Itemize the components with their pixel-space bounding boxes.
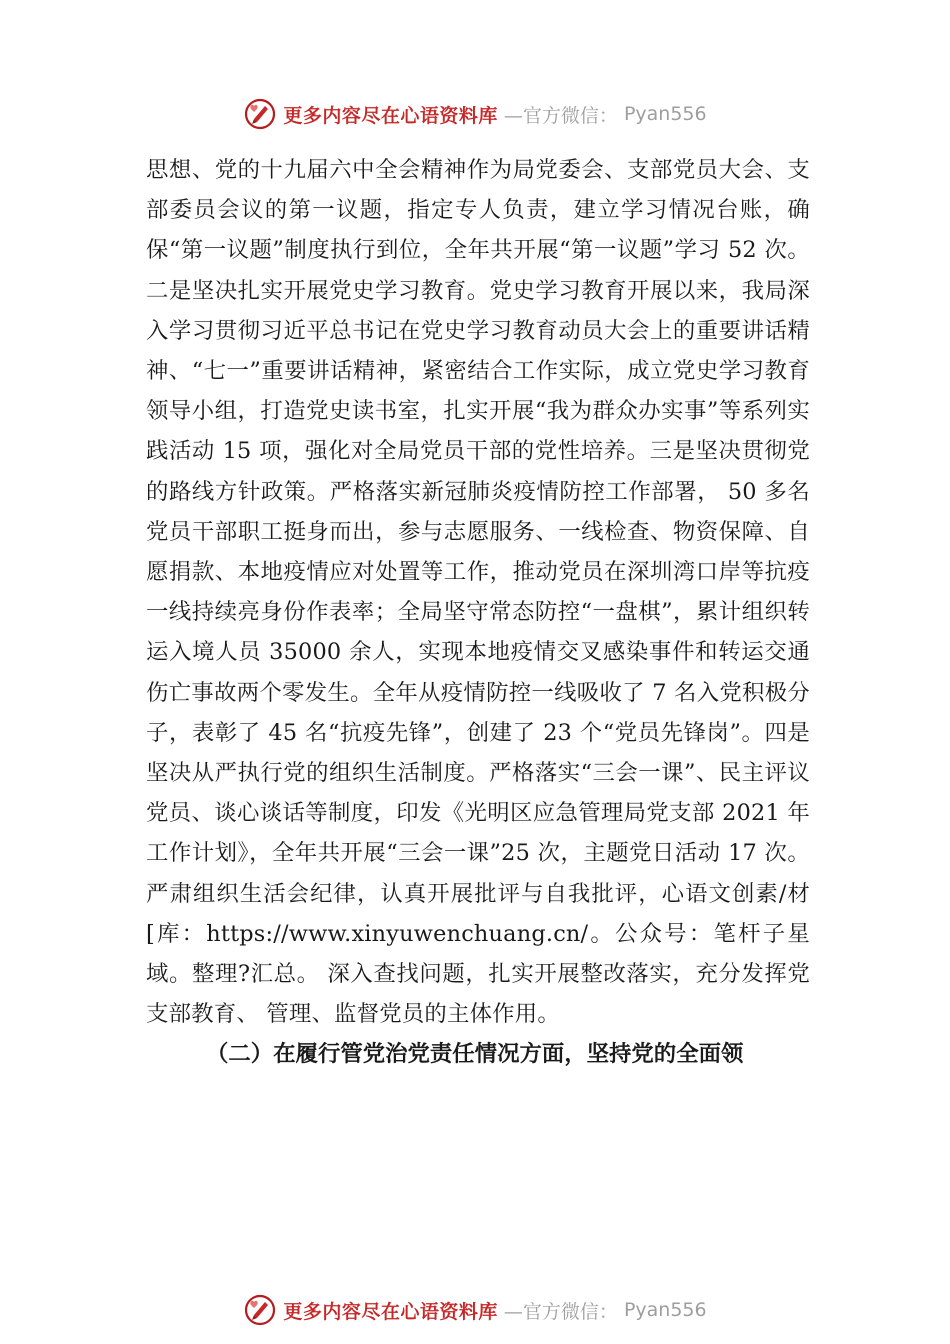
watermark-wechat-label: —官方微信： [503, 104, 618, 127]
body-paragraph: 思想、党的十九届六中全会精神作为局党委会、支部党员大会、支部委员会议的第一议题，指定专人负责，建立学习情况台账，确保“第一议题”制度执行到位，全年共开展“第一议题”学习 52 次。二是坚决扎实开展党史学习教育。党史学习教育开展以来，我局深入学习贯彻习近平总书记在党史学习教育动员大会上的重要讲话精神、“七一”重要讲话精神，紧密结合工作实际，成立党史学习教育领导小组，打造党史读书室，扎实开展“我为群众办实事”等系列实践活动 15 项，强化对全局党员干部的党性培养。三是坚决贯彻党的路线方针政策。严格落实新冠肺炎疫情防控工作部署， 50 多名党员干部职工挺身而出，参与志愿服务、一线检查、物资保障、自愿捐款、本地疫情应对处置等工作，推动党员在深圳湾口岸等抗疫一线持续亮身份作表率；全局坚守常态防控“一盘棋”，累计组织转运入境人员 35000 余人，实现本地疫情交叉感染事件和转运交通伤亡事故两个零发生。全年从疫情防控一线吸收了 7 名入党积极分子，表彰了 45 名“抗疫先锋”，创建了 23 个“党员先锋岗”。四是坚决从严执行党的组织生活制度。严格落实“三会一课”、民主评议党员、谈心谈话等制度，印发《光明区应急管理局党支部 2021 年工作计划》，全年共开展“三会一课”25 次，主题党日活动 17 次。严肃组织生活会纪律，认真开展批评与自我批评，心语文创素/材[库：https://www.xinyuwenchuang.cn/。公众号：笔杆子星域。整理?汇总。 深入查找问题，扎实开展整改落实，充分发挥党支部教育、 管理、监督党员的主体作用。 [146, 157, 810, 1028]
watermark-brand: 更多内容尽在心语资料库 [283, 104, 498, 127]
section-heading: （二）在履行管党治党责任情况方面，坚持党的全面领 [206, 1041, 744, 1068]
watermark-wechat-id: Pyan556 [623, 103, 707, 125]
watermark-wechat-id: Pyan556 [623, 1299, 707, 1321]
watermark-wechat-label: —官方微信： [503, 1300, 618, 1323]
pen-heart-logo-icon [243, 97, 277, 131]
pen-heart-logo-icon [243, 1293, 277, 1327]
watermark-brand: 更多内容尽在心语资料库 [283, 1300, 498, 1323]
footer-watermark [0, 1290, 950, 1330]
document-body [146, 150, 810, 1075]
header-watermark [0, 94, 950, 134]
